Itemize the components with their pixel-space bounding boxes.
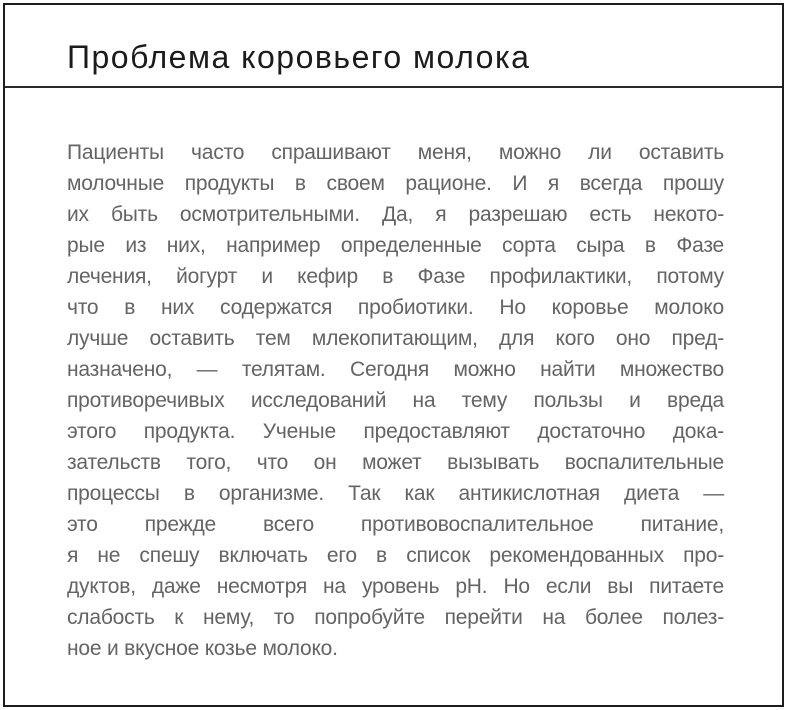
text-line: их быть осмотрительными. Да, я разрешаю есть некото-	[67, 203, 724, 226]
text-line: лечения, йогурт и кефир в Фазе профилактики, потому	[67, 265, 724, 288]
text-line: ное и вкусное козье молоко.	[67, 637, 338, 660]
body-paragraph	[67, 137, 724, 664]
text-line: процессы в организме. Так как антикислотная диета —	[67, 482, 724, 505]
title-divider	[5, 86, 782, 88]
text-line: рые из них, например определенные сорта сыра в Фазе	[67, 234, 724, 257]
text-line: я не спешу включать его в список рекомендованных про-	[67, 544, 724, 567]
text-line: лучше оставить тем млекопитающим, для кого оно пред-	[67, 327, 724, 350]
text-line: этого продукта. Ученые предоставляют достаточно дока-	[67, 420, 724, 443]
text-line: молочные продукты в своем рационе. И я всегда прошу	[67, 172, 724, 195]
text-line: слабость к нему, то попробуйте перейти на более полез-	[67, 606, 724, 629]
text-line: дуктов, даже несмотря на уровень pH. Но если вы питаете	[67, 575, 724, 598]
text-line: назначено, — телятам. Сегодня можно найти множество	[67, 358, 724, 381]
text-line: Пациенты часто спрашивают меня, можно ли оставить	[67, 141, 724, 164]
text-line: зательств того, что он может вызывать воспалительные	[67, 451, 724, 474]
text-line: это прежде всего противовоспалительное питание,	[67, 513, 724, 536]
text-line: что в них содержатся пробиотики. Но коровье молоко	[67, 296, 724, 319]
text-line: противоречивых исследований на тему пользы и вреда	[67, 389, 724, 412]
page-title: Проблема коровьего молока	[67, 39, 531, 75]
document-page	[3, 3, 784, 707]
